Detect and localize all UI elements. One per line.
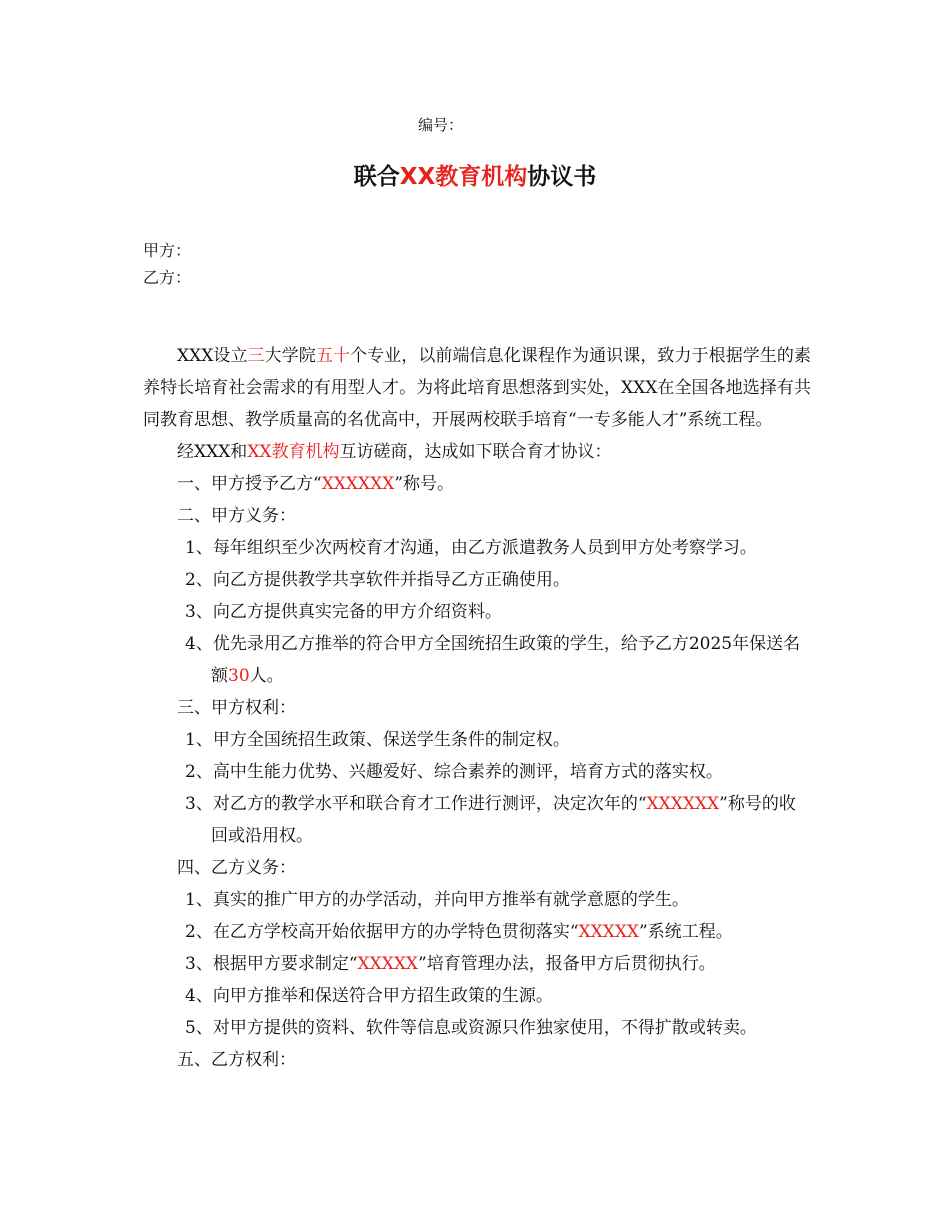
section-3-item-3 bbox=[143, 788, 811, 852]
statement-text-1: 经XXX和 bbox=[177, 442, 248, 462]
title-part-1: 联合 bbox=[353, 164, 400, 190]
party-b-label: 乙方： bbox=[143, 268, 192, 287]
party-a-label: 甲方： bbox=[143, 241, 192, 260]
section-4-item-2 bbox=[143, 916, 811, 948]
section-2-item-4-highlight: 30 bbox=[228, 666, 250, 686]
section-4-heading: 四、乙方义务： bbox=[177, 858, 296, 878]
section-4-item-3-text-2: ”培育管理办法，报备甲方后贯彻执行。 bbox=[418, 954, 716, 974]
title-part-3: 协议书 bbox=[527, 164, 597, 190]
section-4-item-2-highlight: XXXXX bbox=[578, 922, 640, 942]
section-3-item-3-text-2: ”称号的收回或沿用权。 bbox=[211, 794, 796, 846]
serial-number-label: 编号： bbox=[418, 116, 464, 134]
agreement-body bbox=[143, 340, 811, 1076]
section-2-item-4-text-1: 4、优先录用乙方推举的符合甲方全国统招生政策的学生，给予乙方2025年保送名额 bbox=[185, 634, 801, 686]
section-1 bbox=[143, 468, 811, 500]
title-part-2: XX教育机构 bbox=[399, 164, 528, 190]
intro-paragraph bbox=[143, 340, 811, 436]
section-4-item-1: 1、真实的推广甲方的办学活动，并向甲方推举有就学意愿的学生。 bbox=[185, 890, 689, 910]
statement-highlight: XX教育机构 bbox=[247, 442, 340, 462]
section-2-item-1: 1、每年组织至少次两校育才沟通，由乙方派遣教务人员到甲方处考察学习。 bbox=[185, 538, 757, 558]
statement-text-2: 互访磋商，达成如下联合育才协议： bbox=[339, 442, 612, 462]
section-4-item-5: 5、对甲方提供的资料、软件等信息或资源只作独家使用，不得扩散或转卖。 bbox=[185, 1018, 757, 1038]
section-4-item-3-text-1: 3、根据甲方要求制定“ bbox=[185, 954, 358, 974]
section-4-item-2-text-2: ”系统工程。 bbox=[639, 922, 733, 942]
section-5-heading: 五、乙方权利： bbox=[177, 1050, 296, 1070]
document-title bbox=[0, 158, 950, 191]
section-3-item-3-text-1: 3、对乙方的教学水平和联合育才工作进行测评，决定次年的“ bbox=[185, 794, 647, 814]
section-1-highlight: XXXXXX bbox=[321, 474, 395, 494]
agreement-statement bbox=[143, 436, 811, 468]
section-1-text-1: 一、甲方授予乙方“ bbox=[177, 474, 322, 494]
section-3-item-2: 2、高中生能力优势、兴趣爱好、综合素养的测评，培育方式的落实权。 bbox=[185, 762, 723, 782]
intro-text-1: XXX设立 bbox=[177, 346, 248, 366]
section-2-item-4 bbox=[143, 628, 811, 692]
intro-text-3: 个专业，以前端信息化课程作为通识课，致力于根据学生的素养特长培育社会需求的有用型人才。为将此培育思想落到实处，XXX在全国各地选择有共同教育思想、教学质量高的名优高中，开展两校联手培育“一专多能人才”系统工程。 bbox=[143, 346, 812, 430]
intro-highlight-1: 三 bbox=[247, 346, 265, 366]
section-2-heading: 二、甲方义务： bbox=[177, 506, 296, 526]
section-2-item-4-text-2: 人。 bbox=[249, 666, 284, 686]
intro-highlight-2: 五十 bbox=[315, 346, 351, 366]
section-4-item-2-text-1: 2、在乙方学校高开始依据甲方的办学特色贯彻落实“ bbox=[185, 922, 579, 942]
section-4-item-3 bbox=[143, 948, 811, 980]
section-4-item-3-highlight: XXXXX bbox=[357, 954, 419, 974]
section-3-item-3-highlight: XXXXXX bbox=[646, 794, 720, 814]
section-1-text-2: ”称号。 bbox=[394, 474, 455, 494]
section-4-item-4: 4、向甲方推举和保送符合甲方招生政策的生源。 bbox=[185, 986, 553, 1006]
section-2-item-3: 3、向乙方提供真实完备的甲方介绍资料。 bbox=[185, 602, 502, 622]
intro-text-2: 大学院 bbox=[264, 346, 316, 366]
section-3-item-1: 1、甲方全国统招生政策、保送学生条件的制定权。 bbox=[185, 730, 570, 750]
section-2-item-2: 2、向乙方提供教学共享软件并指导乙方正确使用。 bbox=[185, 570, 570, 590]
section-3-heading: 三、甲方权利： bbox=[177, 698, 296, 718]
